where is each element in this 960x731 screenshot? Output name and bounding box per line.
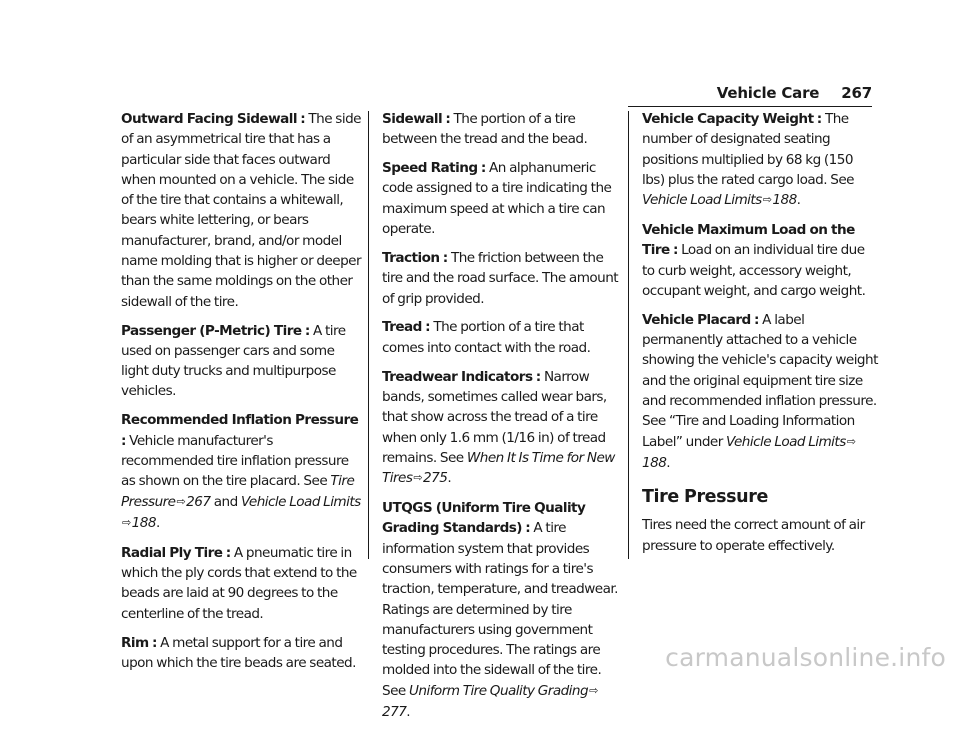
definition-vehicle-maximum-load [642,220,878,301]
term-separator: : [816,111,822,127]
cross-reference-page[interactable]: 188 [131,514,156,531]
term-separator: : [535,368,541,385]
definition-text: The friction between the tire and the road surface. The amount of grip provided. [382,249,619,307]
term-separator: : [445,111,451,127]
column-divider-2 [628,111,629,559]
term-separator: : [225,544,231,561]
term-separator: : [754,311,759,328]
definition-outward-facing-sidewall [121,109,361,312]
cross-reference-page[interactable]: 188 [642,454,667,471]
definition-text: The side of an asymmetrical tire that has a particular side that faces outward when mounted on a vehicle. The side of the tire that contains a whitewall, bears white lettering, or bears manufacturer, brand, and/or model name molding that is higher or deeper than the same moldings on the other sidewall of the tire. [121,111,362,310]
definition-text: Vehicle manufacturer's recommended tire inflation pressure as shown on the tire placard. See [121,432,349,490]
definition-rim [121,633,361,674]
term-separator: : [304,322,310,339]
section-heading-tire-pressure: Tire Pressure [642,487,768,508]
cross-reference-page[interactable]: 275 [423,470,448,487]
watermark-text: carmanualsonline.info [665,643,946,672]
definition-radial-ply-tire [121,543,361,624]
definition-text: Load on an individual tire due to curb weight, accessory weight, occupant weight, and cargo weight. [642,242,866,299]
definition-term: Vehicle Placard [642,311,751,328]
header-divider [628,106,872,107]
column-1 [121,109,361,682]
cross-reference-link[interactable]: Vehicle Load Limits [642,192,762,209]
tire-pressure-intro: Tires need the correct amount of air pressure to operate effectively. [642,517,865,554]
cross-reference-link[interactable]: Vehicle Load Limits [726,433,846,450]
term-separator: : [525,520,531,537]
column-divider-1 [368,111,369,559]
cross-reference-page[interactable]: 267 [186,493,211,510]
term-separator: : [425,319,431,336]
definition-text: A tire used on passenger cars and some light duty trucks and multipurpose vehicles. [121,322,346,400]
definition-text: The portion of a tire between the tread and the bead. [382,111,588,148]
definition-text: Narrow bands, sometimes called wear bars, that show across the tread of a tire when only 1.6 mm (1/16 in) of tread remains. See [382,368,607,466]
definition-passenger-tire [121,321,361,402]
definition-recommended-inflation-pressure [121,410,361,534]
cross-reference-link[interactable]: Uniform Tire Quality Grading [409,682,589,699]
conjunction-text: and [213,493,238,510]
cross-reference-page[interactable]: 188 [772,192,797,209]
cross-reference-page[interactable]: 277 [382,703,407,720]
definition-text: The number of designated seating positions multiplied by 68 kg (150 lbs) plus the rated cargo load. See [642,111,854,188]
definition-term: Rim [121,634,149,651]
sentence-end: . [155,514,160,531]
definition-term: UTQGS (Uniform Tire Quality Grading Standards) [382,500,586,537]
page-reference-icon: ⇨ [122,515,131,529]
definition-utqgs [382,498,622,722]
section-title: Vehicle Care [716,84,820,102]
cross-reference-link[interactable]: Vehicle Load Limits [240,493,361,510]
definition-sidewall [382,109,622,150]
sentence-end: . [796,192,801,209]
definition-text: An alphanumeric code assigned to a tire indicating the maximum speed at which a tire can operate. [382,160,612,238]
definition-term: Sidewall [382,111,443,127]
definition-text: A pneumatic tire in which the ply cords that extend to the beads are laid at 90 degrees to the centerline of the tread. [121,544,357,622]
column-2 [382,109,622,731]
definition-text: A label permanently attached to a vehicle showing the vehicle's capacity weight and the original equipment tire size and recommended inflation pressure. See “Tire and Loading Information Label” under [642,311,878,450]
definition-term: Treadwear Indicators [382,368,533,385]
definition-term: Radial Ply Tire [121,544,223,561]
cross-reference-link[interactable]: When It Is Time for New Tires [382,449,615,487]
definition-treadwear-indicators [382,367,622,490]
definition-text: A metal support for a tire and upon which the tire beads are seated. [121,634,356,671]
term-separator: : [300,111,306,127]
page-reference-icon: ⇨ [589,683,598,697]
definition-term: Tread [382,319,422,336]
page-header [717,82,872,104]
column-3 [642,109,878,564]
page-reference-icon: ⇨ [176,494,186,508]
definition-term: Vehicle Capacity Weight [642,111,814,127]
term-separator: : [480,160,486,177]
term-separator: : [672,242,678,259]
definition-term: Speed Rating [382,160,478,177]
sentence-end: . [666,454,671,471]
definition-text: A tire information system that provides consumers with ratings for a tire's traction, temperature, and treadwear. Ratings are determined by tire manufacturers using government testing procedures. The ratings are molded into the sidewall of the tire. See [382,520,618,699]
definition-vehicle-capacity-weight [642,109,878,211]
definition-term: Vehicle Maximum Load on the Tire [642,222,855,259]
definition-term: Traction [382,249,440,266]
definition-vehicle-placard [642,310,878,473]
term-separator: : [151,634,157,651]
page-number: 267 [841,84,872,102]
cross-reference-link[interactable]: Tire Pressure [121,473,355,510]
term-separator: : [442,249,448,266]
definition-term: Outward Facing Sidewall [121,111,297,127]
sentence-end: . [447,470,452,487]
definition-term: Passenger (P-Metric) Tire [121,322,302,339]
definition-speed-rating [382,158,622,239]
term-separator: : [121,432,126,449]
page-reference-icon: ⇨ [846,434,856,448]
definition-traction [382,248,622,309]
definition-tread [382,317,622,358]
definition-term: Recommended Inflation Pressure [121,412,359,429]
definition-text: The portion of a tire that comes into contact with the road. [382,319,591,356]
page-reference-icon: ⇨ [413,471,423,485]
page-reference-icon: ⇨ [762,193,772,207]
sentence-end: . [406,703,411,720]
